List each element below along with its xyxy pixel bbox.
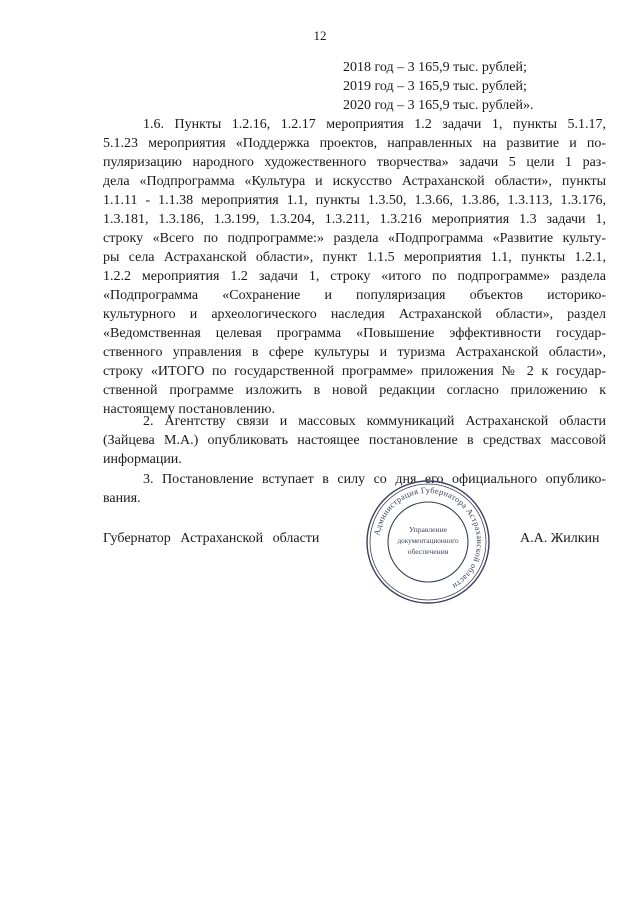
official-seal — [364, 478, 492, 606]
paragraph-line: «Ведомственная целевая программа «Повышение эффективности государ- — [103, 326, 606, 341]
paragraph-line: «Подпрограмма «Сохранение и популяризация объектов историко- — [103, 288, 606, 303]
paragraph-line: ственного управления в сфере культуры и туризма Астраханской области», — [103, 345, 606, 360]
paragraph-line: вания. — [103, 491, 141, 506]
seal-outer-textpath: Администрация Губернатора Астраханской области — [372, 485, 485, 591]
paragraph-line: информации. — [103, 452, 182, 467]
paragraph-line: ры села Астраханской области», пункт 1.1.5 мероприятия 1.1, пункты 1.2.1, — [103, 250, 606, 265]
paragraph-line: настоящему постановлению. — [103, 402, 275, 417]
seal-inner-line: обеспечения — [407, 547, 449, 556]
paragraph-line: 3. Постановление вступает в силу со дня его официального опублико- — [143, 472, 606, 487]
paragraph-line: 1.3.181, 1.3.186, 1.3.199, 1.3.204, 1.3.211, 1.3.216 мероприятия 1.3 задачи 1, — [103, 212, 606, 227]
signatory-name: А.А. Жилкин — [520, 531, 600, 546]
seal-inner-line: документационного — [397, 537, 459, 545]
paragraph-3 — [103, 470, 606, 508]
seal-inner-line: Управление — [408, 525, 448, 534]
paragraph-line: ственной программе изложить в новой редакции согласно приложению к — [103, 383, 606, 398]
signatory-title: Губернатор Астраханской области — [103, 531, 320, 546]
funding-years-block — [343, 58, 533, 115]
paragraph-line: 1.6. Пункты 1.2.16, 1.2.17 мероприятия 1.2 задачи 1, пункты 5.1.17, — [143, 117, 606, 132]
paragraph-line: дела «Подпрограмма «Культура и искусство Астраханской области», пункты — [103, 174, 606, 189]
paragraph-line: культурного и археологического наследия Астраханской области», раздел — [103, 307, 606, 322]
seal-graphic — [364, 478, 492, 606]
paragraph-line: (Зайцева М.А.) опубликовать настоящее постановление в средствах массовой — [103, 433, 606, 448]
paragraph-line: 2. Агентству связи и массовых коммуникаций Астраханской области — [143, 414, 606, 429]
year-line: 2018 год – 3 165,9 тыс. рублей; — [343, 60, 527, 75]
paragraph-line: 5.1.23 мероприятия «Поддержка проектов, направленных на развитие и по- — [103, 136, 606, 151]
paragraph-2 — [103, 412, 606, 469]
paragraph-line: пуляризацию народного художественного творчества» задачи 5 цели 1 раз- — [103, 155, 606, 170]
paragraph-line: строку «Всего по подпрограмме:» раздела «Подпрограмма «Развитие культу- — [103, 231, 606, 246]
year-line: 2020 год – 3 165,9 тыс. рублей». — [343, 98, 534, 113]
paragraph-1-6 — [103, 115, 606, 419]
page-number: 12 — [313, 28, 327, 43]
paragraph-line: 1.2.2 мероприятия 1.2 задачи 1, строку «итого по подпрограмме» раздела — [103, 269, 606, 284]
year-line: 2019 год – 3 165,9 тыс. рублей; — [343, 79, 527, 94]
paragraph-line: строку «ИТОГО по государственной программе» приложения № 2 к государ- — [103, 364, 606, 379]
paragraph-line: 1.1.11 - 1.1.38 мероприятия 1.1, пункты 1.3.50, 1.3.66, 1.3.86, 1.3.113, 1.3.176, — [103, 193, 606, 208]
